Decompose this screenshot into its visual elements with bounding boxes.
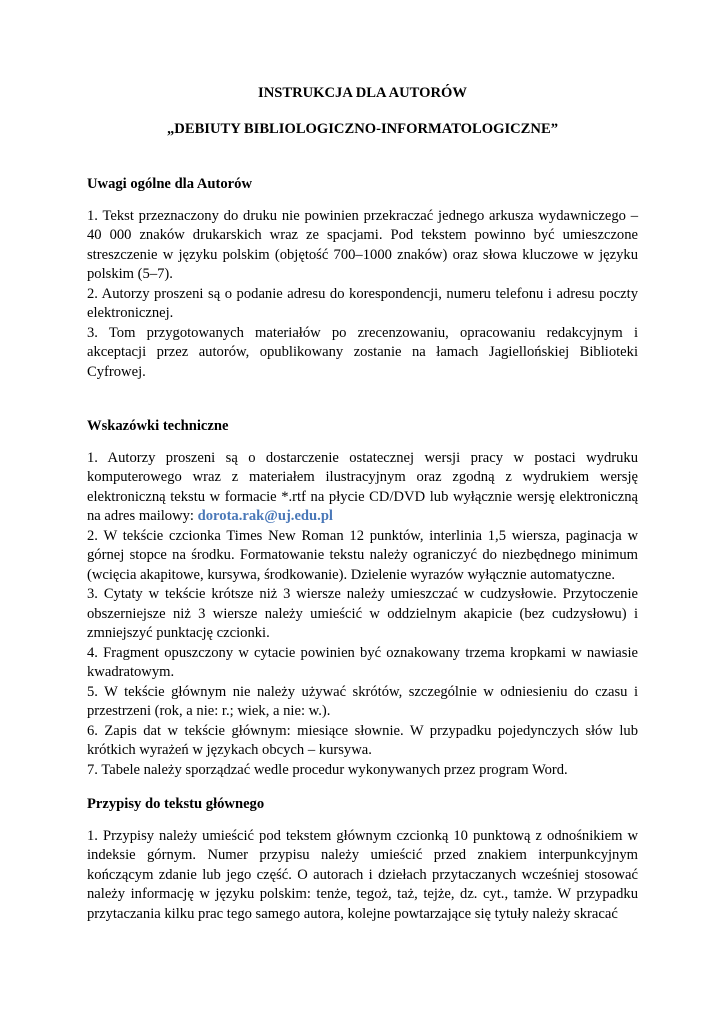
paragraph: 2. Autorzy proszeni są o podanie adresu do korespondencji, numeru telefonu i adresu poczty elektronicznej.: [87, 285, 638, 321]
paragraph: 7. Tabele należy sporządzać wedle procedur wykonywanych przez program Word.: [87, 761, 568, 778]
section-heading-technical: Wskazówki techniczne: [87, 418, 229, 434]
document-title: INSTRUKCJA DLA AUTORÓW: [258, 85, 467, 101]
paragraph: 2. W tekście czcionka Times New Roman 12 punktów, interlinia 1,5 wiersza, paginacja w górnej stopce na środku. Formatowanie tekstu należy ograniczyć do niezbędnego minimum (wcięcia akapitowe, kursywa, środkowanie). Dzielenie wyrazów wyłącznie automatyczne.: [87, 527, 638, 583]
paragraph: 4. Fragment opuszczony w cytacie powinien być oznakowany trzema kropkami w nawiasie kwadratowym.: [87, 644, 638, 680]
paragraph-with-email: [87, 449, 638, 527]
paragraph: 1. Tekst przeznaczony do druku nie powinien przekraczać jednego arkusza wydawniczego – 40 000 znaków drukarskich wraz ze spacjami. Pod tekstem powinno być umieszczone streszczenie w języku polskim (objętość 700–1000 znaków) oraz słowa kluczowe w języku polskim (5–7).: [87, 207, 638, 282]
section-heading-general: Uwagi ogólne dla Autorów: [87, 176, 252, 192]
document-subtitle: „DEBIUTY BIBLIOLOGICZNO-INFORMATOLOGICZNE”: [167, 120, 558, 137]
section-technical-body: [87, 449, 638, 781]
section-heading-footnotes: Przypisy do tekstu głównego: [87, 796, 265, 812]
paragraph: 3. Tom przygotowanych materiałów po zrecenzowaniu, opracowaniu redakcyjnym i akceptacji przez autorów, opublikowany zostanie na łamach Jagiellońskiej Biblioteki Cyfrowej.: [87, 324, 638, 380]
email-link[interactable]: dorota.rak@uj.edu.pl: [197, 508, 333, 524]
paragraph: 6. Zapis dat w tekście głównym: miesiące słownie. W przypadku pojedynczych słów lub krótkich wyrażeń w językach obcych – kursywa.: [87, 722, 638, 758]
paragraph: 3. Cytaty w tekście krótsze niż 3 wiersze należy umieszczać w cudzysłowie. Przytoczenie obszerniejsze niż 3 wiersze należy umieścić w oddzielnym akapicie (bez cudzysłowu) i zmniejszyć punktację czcionki.: [87, 586, 638, 641]
paragraph: 1. Przypisy należy umieścić pod tekstem głównym czcionką 10 punktową z odnośnikiem w indeksie górnym. Numer przypisu należy umieścić przed znakiem interpunkcyjnym kończącym zdanie lub jego część. O autorach i dziełach przytaczanych wcześniej stosować należy informację w języku polskim: tenże, tegoż, taż, tejże, dz. cyt., tamże. W przypadku przytaczania kilku prac tego samego autora, kolejne powtarzające się tytuły należy skracać: [87, 827, 638, 922]
section-footnotes-body: [87, 827, 638, 925]
paragraph: 5. W tekście głównym nie należy używać skrótów, szczególnie w odniesieniu do czasu i przestrzeni (rok, a nie: r.; wiek, a nie: w.).: [87, 683, 638, 719]
section-general-body: [87, 207, 638, 383]
paragraph-text: 1. Autorzy proszeni są o dostarczenie ostatecznej wersji pracy w postaci wydruku komputerowego wraz z materiałem ilustracyjnym oraz zgodną z wydrukiem wersję elektroniczną tekstu w formacie *.rtf na płycie CD/DVD lub wyłącznie wersję elektroniczną na adres mailowy:: [87, 449, 638, 524]
